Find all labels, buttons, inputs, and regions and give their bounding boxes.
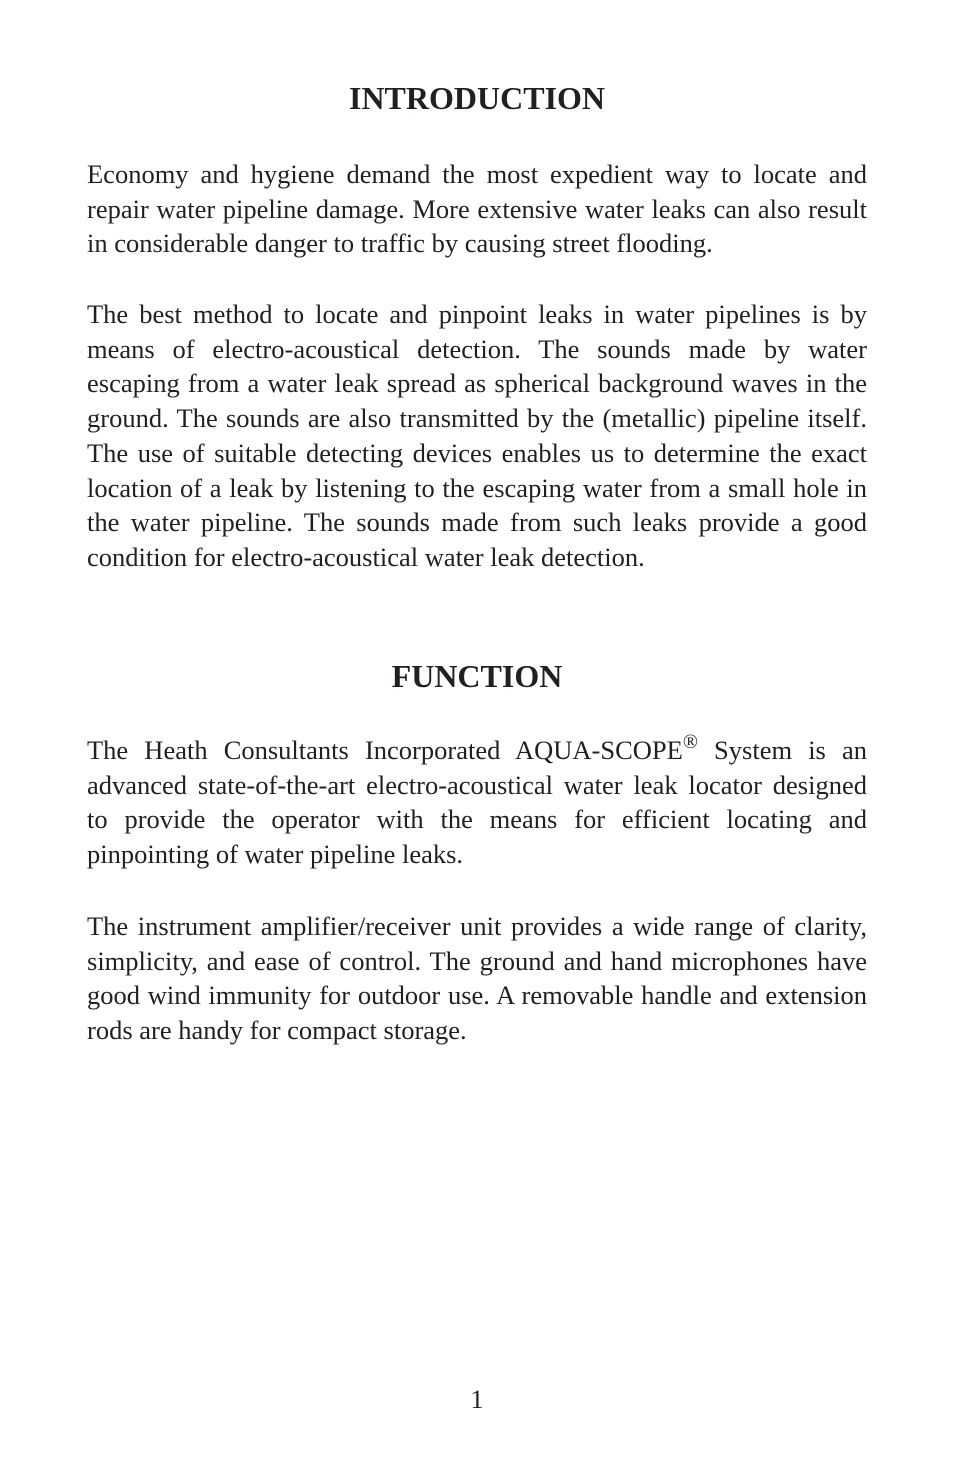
function-paragraph-1-start: The Heath Consultants Incorporated AQUA-SCOPE [87,735,683,765]
introduction-paragraph-2: The best method to locate and pinpoint leaks in water pipelines is by means of electro-acoustical detection. The sounds made by water escaping from a water leak spread as spherical background waves in the ground. The sounds are also transmitted by the (metallic) pipeline itself. The use of suitable detecting devices enables us to determine the exact location of a leak by listening to the escaping water from a small hole in the water pipeline. The sounds made from such leaks provide a good condition for electro-acoustical water leak detection. [87,299,867,572]
registered-trademark-symbol: ® [682,731,698,754]
function-paragraph-1 [87,733,867,872]
introduction-heading: INTRODUCTION [348,80,606,116]
page-number: 1 [470,1384,484,1414]
introduction-paragraph-1: Economy and hygiene demand the most expedient way to locate and repair water pipeline damage. More extensive water leaks can also result in considerable danger to traffic by causing street flooding. [87,159,867,259]
function-paragraph-1-end: System is an advanced state-of-the-art electro-acoustical water leak locator designed to provide the operator with the means for efficient locating and pinpointing of water pipeline leaks. [87,735,867,870]
function-heading: FUNCTION [391,658,563,694]
function-paragraph-2: The instrument amplifier/receiver unit provides a wide range of clarity, simplicity, and ease of control. The ground and hand microphones have good wind immunity for outdoor use. A removable handle and extension rods are handy for compact storage. [87,911,867,1046]
